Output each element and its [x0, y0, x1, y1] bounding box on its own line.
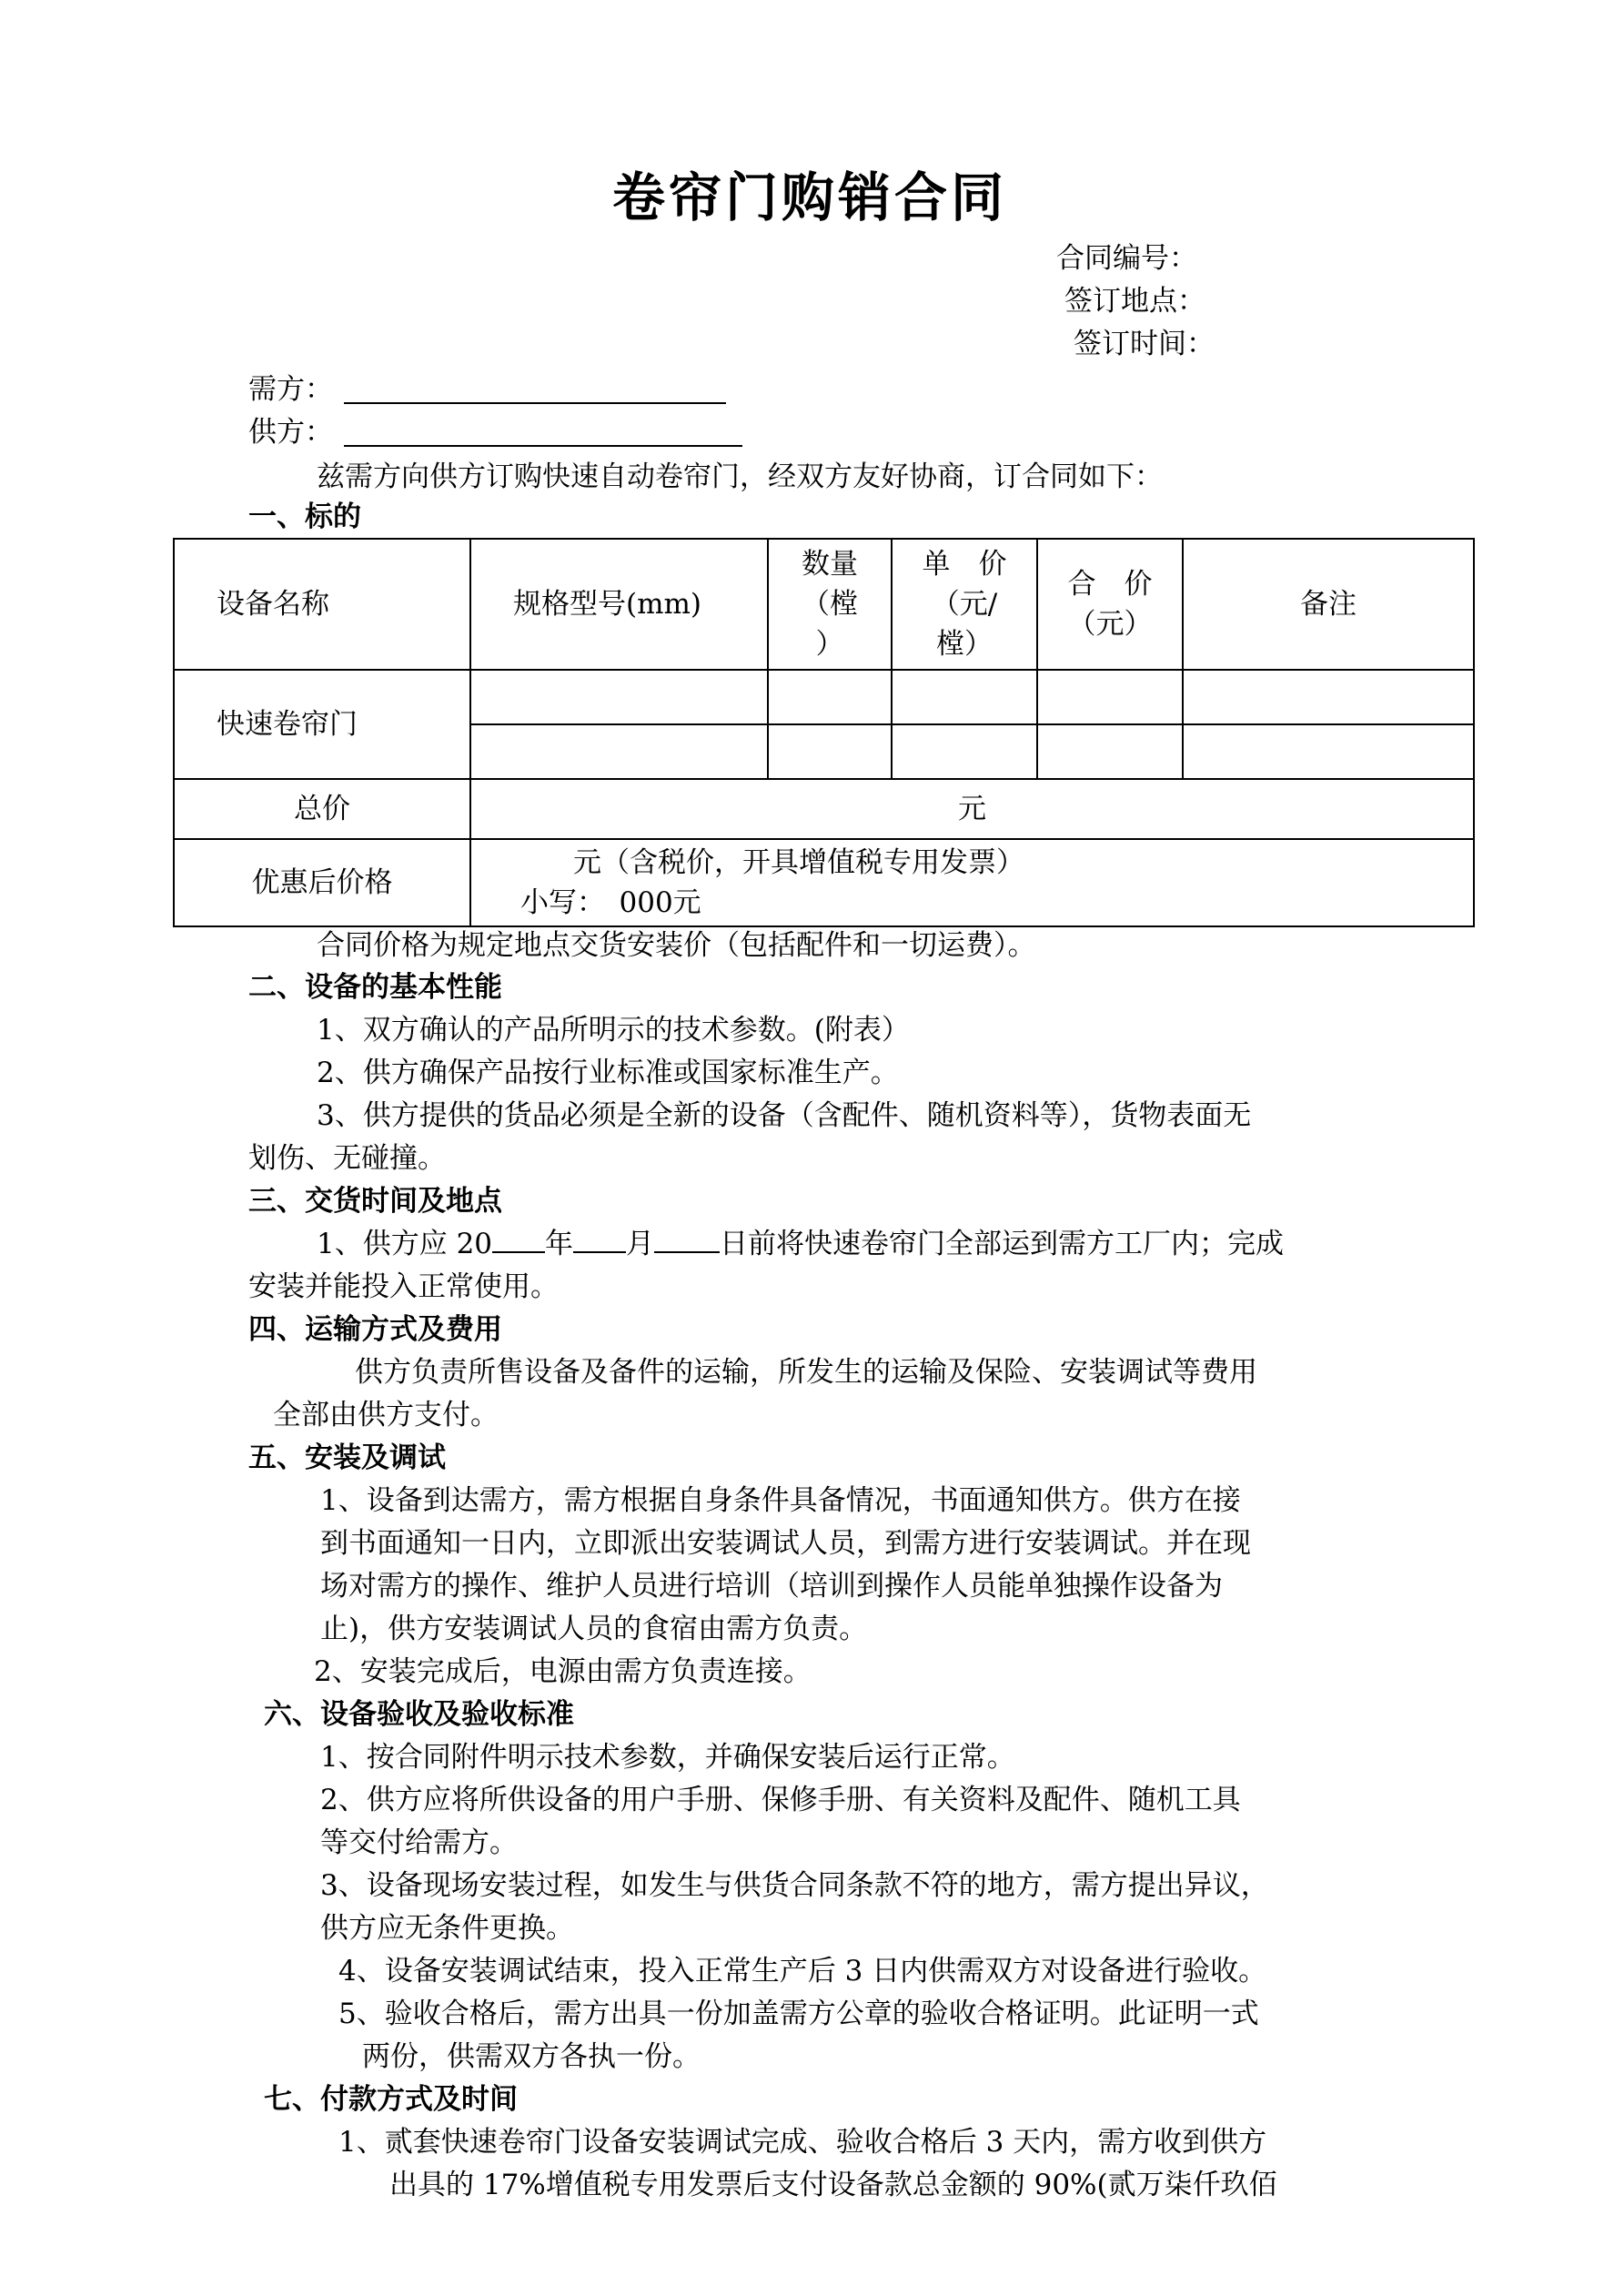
buyer-label: 需方：: [248, 373, 333, 406]
total-row: [174, 779, 1474, 839]
section-6-paragraph: 等交付给需方。: [320, 1826, 518, 1859]
section-2-paragraph: 3、供方提供的货品必须是全新的设备（含配件、随机资料等），货物表面无: [317, 1099, 1252, 1132]
header-quantity: [768, 539, 892, 670]
item-name-cell: 快速卷帘门: [174, 670, 470, 779]
signing-time-label: 签订时间：: [1074, 328, 1215, 360]
header-unit-price-line-2: （元/: [931, 588, 998, 621]
year-label: 年: [545, 1228, 574, 1260]
table-cell: [1183, 670, 1474, 724]
header-quantity-line-1: 数量: [802, 548, 858, 581]
items-table: [173, 538, 1475, 927]
discount-figures-text: 小写： 000元: [520, 886, 701, 919]
table-cell: [768, 724, 892, 779]
table-row: [174, 670, 1474, 724]
table-cell: [470, 724, 768, 779]
header-quantity-line-2: （樘: [802, 588, 858, 621]
section-3-heading: 三、交货时间及地点: [248, 1185, 502, 1218]
section-2-paragraph: 1、双方确认的产品所明示的技术参数。(附表）: [317, 1014, 910, 1047]
section-2-paragraph: 划伤、无碰撞。: [248, 1142, 446, 1175]
section-6-heading: 六、设备验收及验收标准: [264, 1698, 574, 1731]
table-cell: [1183, 724, 1474, 779]
section-5-paragraph: 止)，供方安装调试人员的食宿由需方负责。: [320, 1613, 868, 1645]
section-4-heading: 四、运输方式及费用: [248, 1313, 502, 1346]
section-2-heading: 二、设备的基本性能: [248, 971, 502, 1004]
section-6-paragraph: 3、设备现场安装过程，如发生与供货合同条款不符的地方，需方提出异议，: [320, 1869, 1269, 1902]
discount-amount-text: 元（含税价，开具增值税专用发票）: [573, 846, 1024, 879]
table-cell: [768, 670, 892, 724]
section-7-heading: 七、付款方式及时间: [264, 2083, 518, 2116]
total-label-cell: 总价: [174, 779, 470, 839]
table-header-row: [174, 539, 1474, 670]
table-cell: [470, 670, 768, 724]
document-title: 卷帘门购销合同: [612, 167, 1008, 228]
day-blank: [654, 1229, 720, 1253]
header-total-price-line-2: （元）: [1067, 608, 1153, 641]
header-total-price-line-1: 合 价: [1067, 568, 1153, 601]
header-unit-price-line-3: 樘）: [936, 628, 993, 661]
signing-place-label: 签订地点：: [1064, 285, 1205, 318]
section-5-paragraph: 到书面通知一日内，立即派出安装调试人员，到需方进行安装调试。并在现: [320, 1527, 1251, 1560]
section-6-paragraph: 供方应无条件更换。: [320, 1912, 574, 1945]
table-cell: [892, 724, 1037, 779]
contract-number-label: 合同编号：: [1056, 242, 1197, 275]
discount-value-cell: [470, 839, 1474, 926]
section-6-paragraph: 两份，供需双方各执一份。: [362, 2040, 701, 2073]
buyer-underline: [344, 402, 726, 404]
header-equipment-name: 设备名称: [174, 539, 470, 670]
section-6-paragraph: 2、供方应将所供设备的用户手册、保修手册、有关资料及配件、随机工具: [320, 1784, 1241, 1816]
section-2-paragraph: 2、供方确保产品按行业标准或国家标准生产。: [317, 1057, 899, 1089]
month-blank: [573, 1229, 626, 1253]
header-remarks: 备注: [1183, 539, 1474, 670]
discount-label-cell: 优惠后价格: [174, 839, 470, 926]
month-label: 月: [626, 1228, 655, 1260]
section-5-heading: 五、安装及调试: [248, 1441, 446, 1474]
section-4-paragraph: 全部由供方支付。: [273, 1399, 499, 1431]
section-4-paragraph: 供方负责所售设备及备件的运输，所发生的运输及保险、安装调试等费用: [355, 1356, 1257, 1389]
header-unit-price-line-1: 单 价: [922, 548, 1007, 581]
price-note: 合同价格为规定地点交货安装价（包括配件和一切运费）。: [317, 929, 1036, 962]
section-6-paragraph: 5、验收合格后，需方出具一份加盖需方公章的验收合格证明。此证明一式: [338, 1998, 1259, 2030]
section-7-paragraph: 1、贰套快速卷帘门设备安装调试完成、验收合格后 3 天内，需方收到供方: [338, 2126, 1267, 2159]
total-value-cell: 元: [470, 779, 1474, 839]
supplier-underline: [344, 445, 742, 447]
section-3-paragraph: 安装并能投入正常使用。: [248, 1270, 559, 1303]
header-spec: 规格型号(mm): [470, 539, 768, 670]
supplier-label: 供方：: [248, 416, 333, 449]
delivery-text: 1、供方应 20: [317, 1228, 493, 1260]
section-6-paragraph: 4、设备安装调试结束，投入正常生产后 3 日内供需双方对设备进行验收。: [338, 1955, 1267, 1988]
header-unit-price: [892, 539, 1037, 670]
section-7-paragraph: 出具的 17%增值税专用发票后支付设备款总金额的 90%(贰万柒仟玖佰: [389, 2169, 1277, 2201]
section-3-paragraph: [317, 1224, 1284, 1264]
table-cell: [1037, 724, 1183, 779]
header-total-price: [1037, 539, 1183, 670]
section-5-paragraph: 1、设备到达需方，需方根据自身条件具备情况，书面通知供方。供方在接: [320, 1484, 1241, 1517]
intro-text: 兹需方向供方订购快速自动卷帘门，经双方友好协商，订合同如下：: [317, 460, 1163, 493]
section-6-paragraph: 1、按合同附件明示技术参数，并确保安装后运行正常。: [320, 1741, 1015, 1774]
section-1-heading: 一、标的: [248, 501, 361, 533]
table-cell: [1037, 670, 1183, 724]
table-cell: [892, 670, 1037, 724]
header-quantity-line-3: ）: [815, 628, 844, 661]
discount-row: [174, 839, 1474, 926]
section-5-paragraph: 场对需方的操作、维护人员进行培训（培训到操作人员能单独操作设备为: [320, 1570, 1223, 1603]
delivery-text-rest: 日前将快速卷帘门全部运到需方工厂内；完成: [720, 1228, 1285, 1260]
section-5-paragraph: 2、安装完成后，电源由需方负责连接。: [314, 1655, 812, 1688]
year-blank: [492, 1229, 545, 1253]
